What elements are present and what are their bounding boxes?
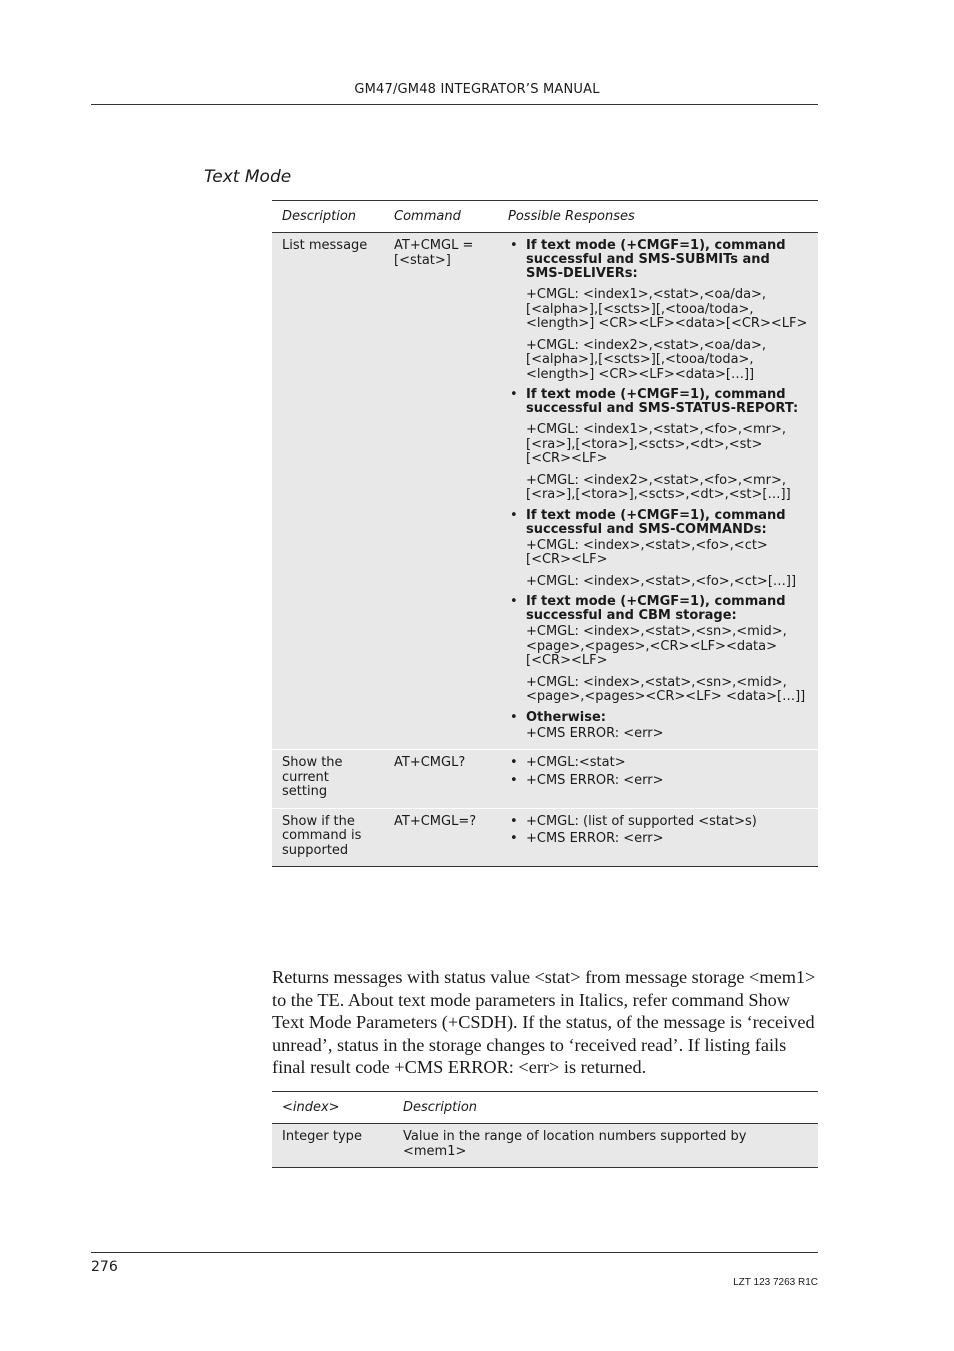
bullet-icon: • — [510, 594, 518, 609]
response-text: +CMS ERROR: <err> — [526, 831, 664, 846]
response-heading: If text mode (+CMGF=1), command successful and SMS-STATUS-REPORT: — [526, 387, 799, 416]
response-text: +CMGL: <index>,<stat>,<sn>,<mid>,<page>,<pages><CR><LF> <data>[…]] — [526, 674, 806, 704]
response-text: +CMS ERROR: <err> — [526, 725, 664, 741]
table-row — [272, 1124, 818, 1168]
column-header: Command — [384, 201, 498, 233]
bullet-icon: • — [510, 755, 518, 770]
response-item — [508, 388, 808, 503]
column-header: <index> — [272, 1092, 393, 1124]
parameter-table — [272, 1091, 818, 1168]
response-text: +CMGL: (list of supported <stat>s) — [526, 813, 757, 829]
response-text: +CMS ERROR: <err> — [526, 772, 664, 788]
document-code: LZT 123 7263 R1C — [733, 1277, 818, 1288]
row-command: AT+CMGL=? — [384, 808, 498, 867]
parameter-description: Value in the range of location numbers supported by <mem1> — [393, 1124, 818, 1168]
response-item — [508, 239, 808, 382]
table-row — [272, 233, 818, 750]
command-table — [272, 200, 818, 867]
response-text: +CMGL: <index>,<stat>,<fo>,<ct> [<CR><LF> — [526, 537, 768, 567]
response-heading: If text mode (+CMGF=1), command successful and SMS-SUBMITs and SMS-DELIVERs: — [526, 238, 786, 281]
bullet-icon: • — [510, 507, 518, 523]
response-text: +CMGL: <index1>,<stat>,<oa/da>,[<alpha>],[<scts>][,<tooa/toda>,<length>] <CR><LF><data>[<CR><LF> — [526, 287, 808, 331]
page-number: 276 — [91, 1259, 118, 1275]
row-responses — [498, 808, 818, 867]
header-divider — [91, 104, 818, 105]
row-responses — [498, 233, 818, 750]
bullet-icon: • — [510, 238, 518, 253]
bullet-icon: • — [510, 813, 518, 829]
column-header: Description — [393, 1092, 818, 1124]
bullet-icon: • — [510, 709, 518, 725]
running-header: GM47/GM48 INTEGRATOR’S MANUAL — [354, 82, 600, 97]
response-text: +CMGL: <index1>,<stat>,<fo>,<mr>, [<ra>],[<tora>],<scts>,<dt>,<st> [<CR><LF> — [526, 422, 786, 466]
table-row — [272, 808, 818, 867]
bullet-icon: • — [510, 772, 518, 788]
response-heading: If text mode (+CMGF=1), command successful and CBM storage: — [526, 594, 786, 623]
response-item — [508, 595, 808, 705]
response-text: +CMGL: <index2>,<stat>,<oa/da>,[<alpha>],[<scts>][,<tooa/toda>,<length>] <CR><LF><data>[…]] — [526, 337, 767, 382]
table-row — [272, 750, 818, 809]
column-header: Description — [272, 201, 384, 233]
row-command: AT+CMGL =[<stat>] — [384, 233, 498, 750]
response-text: +CMGL: <index2>,<stat>,<fo>,<mr>,[<ra>],[<tora>],<scts>,<dt>,<st>[…]] — [526, 472, 791, 502]
row-description: List message — [272, 233, 384, 750]
response-text: +CMGL: <index>,<stat>,<sn>,<mid>,<page>,<pages>,<CR><LF><data>[<CR><LF> — [526, 624, 787, 668]
parameter-value: Integer type — [272, 1124, 393, 1168]
response-heading: If text mode (+CMGF=1), command successful and SMS-COMMANDs: — [526, 507, 786, 537]
column-header: Possible Responses — [498, 201, 818, 233]
response-item — [508, 509, 808, 590]
bullet-icon: • — [510, 387, 518, 402]
response-item — [508, 815, 808, 830]
footer-divider — [91, 1252, 818, 1253]
response-text: +CMGL:<stat> — [526, 755, 626, 770]
response-item — [508, 756, 808, 771]
row-description: Show if the command is supported — [272, 808, 384, 867]
table-header-row — [272, 1092, 818, 1124]
section-title: Text Mode — [204, 167, 292, 187]
row-responses — [498, 750, 818, 809]
row-command: AT+CMGL? — [384, 750, 498, 809]
response-text: +CMGL: <index>,<stat>,<fo>,<ct>[…]] — [526, 573, 797, 589]
row-description: Show the current setting — [272, 750, 384, 809]
response-heading: Otherwise: — [526, 709, 606, 725]
bullet-icon: • — [510, 831, 518, 846]
response-item — [508, 711, 808, 742]
response-item — [508, 832, 808, 847]
body-paragraph: Returns messages with status value <stat> from message storage <mem1> to the TE. About text mode parameters in Italics, refer command Show Text Mode Parameters (+CSDH). If the status, of the message is ‘received unread’, status in the storage changes to ‘received read’. If listing fails final result code +CMS ERROR: <err> is returned. — [272, 967, 816, 1077]
table-header-row — [272, 201, 818, 233]
response-item — [508, 774, 808, 789]
